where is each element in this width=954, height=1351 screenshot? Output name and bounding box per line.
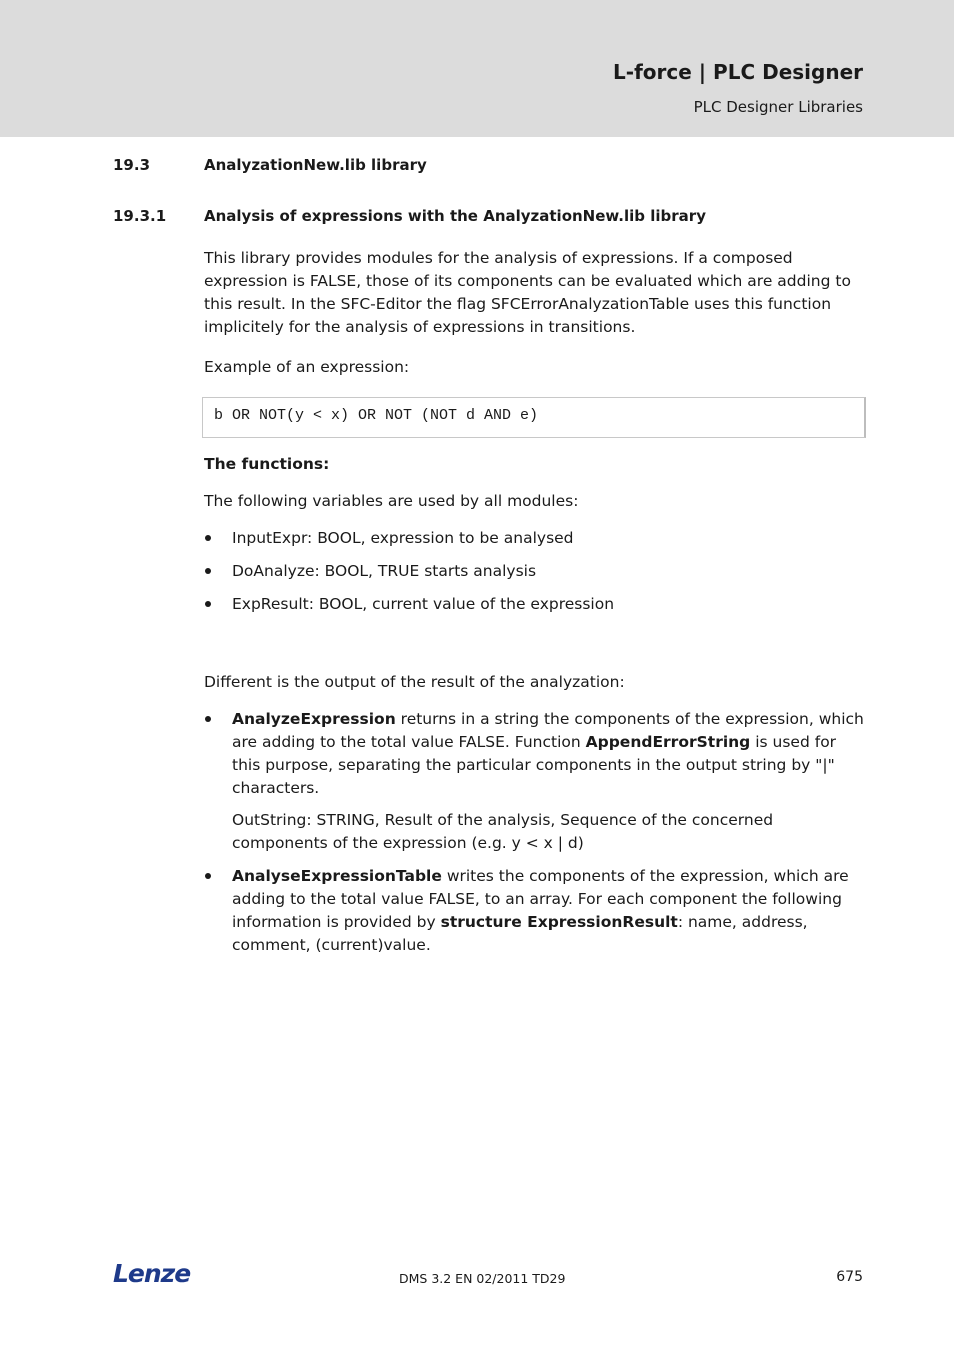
code-box — [202, 397, 866, 438]
analyse-expression-table-text-a: writes the components of the expression, which are adding to the total value FALSE, to an array. For each component the following information is provided by — [232, 867, 849, 931]
outstring-note: OutString: STRING, Result of the analysis, Sequence of the concerned components of the expression (e.g. y < x | d) — [232, 811, 774, 852]
output-intro: Different is the output of the result of the analyzation: — [204, 673, 625, 691]
analyze-expression-name: AnalyzeExpression — [232, 710, 396, 728]
analyse-expression-table-text-b: : name, address, comment, (current)value. — [232, 913, 808, 954]
variables-intro: The following variables are used by all modules: — [204, 492, 579, 510]
bullet-icon — [205, 873, 211, 879]
bullet-icon — [205, 535, 211, 541]
analyse-expression-table-name: AnalyseExpressionTable — [232, 867, 442, 885]
functions-heading: The functions: — [204, 455, 330, 473]
analyze-expression-text-a: returns in a string the components of the expression, which are adding to the total value FALSE. Function — [232, 710, 864, 751]
variable-item: ExpResult: BOOL, current value of the expression — [232, 595, 615, 613]
variable-item: InputExpr: BOOL, expression to be analysed — [232, 529, 574, 547]
section-title: AnalyzationNew.lib library — [204, 156, 427, 174]
subsection-title: Analysis of expressions with the AnalyzationNew.lib library — [204, 207, 706, 225]
header-title: L-force | PLC Designer — [613, 60, 863, 84]
example-label: Example of an expression: — [204, 358, 410, 376]
analyze-expression-text-b: is used for this purpose, separating the particular components in the output string by "|" characters. — [232, 733, 837, 797]
expression-result-struct: structure ExpressionResult — [440, 913, 678, 931]
analyze-expression-item — [232, 708, 868, 800]
bullet-icon — [205, 716, 211, 722]
footer-document-id: DMS 3.2 EN 02/2011 TD29 — [399, 1271, 566, 1286]
lenze-logo: Lenze — [113, 1259, 191, 1288]
bullet-icon — [205, 568, 211, 574]
header-subtitle: PLC Designer Libraries — [693, 98, 863, 116]
bullet-icon — [205, 601, 211, 607]
variable-item: DoAnalyze: BOOL, TRUE starts analysis — [232, 562, 537, 580]
subsection-number: 19.3.1 — [113, 207, 167, 225]
append-error-string-name: AppendErrorString — [585, 733, 751, 751]
section-number: 19.3 — [113, 156, 151, 174]
page-header — [0, 0, 954, 137]
analyse-expression-table-item — [232, 865, 868, 957]
intro-paragraph: This library provides modules for the analysis of expressions. If a composed expression is FALSE, those of its components can be evaluated which are adding to this result. In the SFC-Editor the flag SFCErrorAnalyzationTable uses this function implicitely for the analysis of expressions in transitions. — [204, 249, 851, 336]
code-expression: b OR NOT(y < x) OR NOT (NOT d AND e) — [214, 407, 539, 424]
page-number: 675 — [836, 1269, 863, 1285]
